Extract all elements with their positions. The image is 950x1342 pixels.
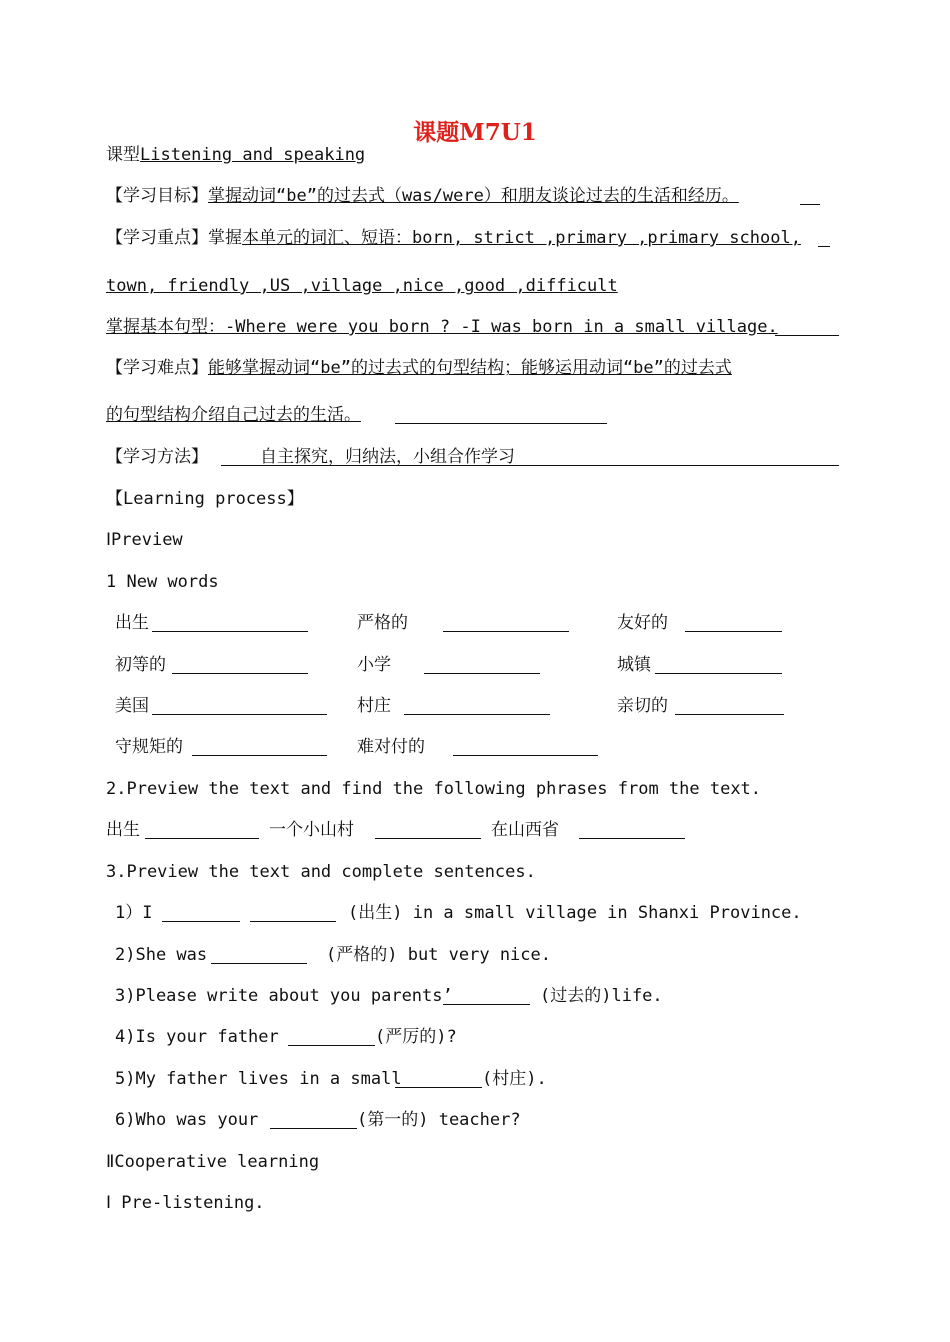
difficulty-label: 【学习难点】 <box>106 358 208 378</box>
word-blank[interactable] <box>152 631 308 632</box>
word-blank[interactable] <box>675 714 784 715</box>
sentence-2-end: (严格的) but very nice. <box>326 945 551 965</box>
sentence-blank[interactable] <box>211 963 307 964</box>
sentence-blank[interactable] <box>250 921 336 922</box>
section2-heading: 2.Preview the text and find the following phrases from the text. <box>106 779 762 799</box>
key-points-line-1 <box>106 227 801 249</box>
goal-line <box>106 185 739 207</box>
word-good: 守规矩的 <box>115 737 183 757</box>
sentence-3-end: (过去的)life. <box>540 986 663 1006</box>
pre-listening-heading: Ⅰ Pre-listening. <box>106 1193 265 1213</box>
sentence-blank[interactable] <box>443 1004 530 1005</box>
sentence-blank[interactable] <box>288 1045 375 1046</box>
preview-heading: ⅠPreview <box>106 530 183 550</box>
sentence-blank[interactable] <box>162 921 240 922</box>
phrase-small-village: 一个小山村 <box>269 820 354 840</box>
new-words-heading: 1 New words <box>106 572 219 592</box>
key-points-prefix: 掌握 <box>208 228 242 248</box>
lesson-type-line <box>106 144 365 166</box>
sentence-4-end: (严厉的)? <box>375 1027 457 1047</box>
sentence-1-start: 1）I <box>115 903 153 923</box>
word-blank[interactable] <box>424 673 540 674</box>
word-born: 出生 <box>115 613 149 633</box>
phrase-born: 出生 <box>106 820 140 840</box>
section3-heading: 3.Preview the text and complete sentences. <box>106 862 536 882</box>
goal-label: 【学习目标】 <box>106 186 208 206</box>
method-line <box>106 446 208 468</box>
sentence-3-start: 3)Please write about you parents’ <box>115 986 453 1006</box>
word-difficult: 难对付的 <box>357 737 425 757</box>
word-blank[interactable] <box>152 714 327 715</box>
word-primary-school: 小学 <box>357 655 391 675</box>
difficulty-line-2: 的句型结构介绍自己过去的生活。 <box>106 405 361 425</box>
key-points-label: 【学习重点】 <box>106 228 208 248</box>
sentence-blank[interactable] <box>270 1128 357 1129</box>
key-points-line-3-underline <box>775 335 839 336</box>
sentence-1-end: (出生) in a small village in Shanxi Province. <box>348 903 802 923</box>
page-title: 课题M7U1 <box>413 119 537 146</box>
lesson-type-label: 课型 <box>106 145 140 165</box>
word-primary: 初等的 <box>115 655 166 675</box>
sentence-5-start: 5)My father lives in a small <box>115 1069 402 1089</box>
key-points-line-3: 掌握基本句型：-Where were you born ? -I was born in a small village. <box>106 317 778 337</box>
sentence-6-end: (第一的) teacher? <box>357 1110 521 1130</box>
word-blank[interactable] <box>453 755 598 756</box>
phrase-blank[interactable] <box>579 838 685 839</box>
cooperative-heading: ⅡCooperative learning <box>106 1152 320 1172</box>
word-strict: 严格的 <box>357 613 408 633</box>
word-nice: 亲切的 <box>617 696 668 716</box>
word-blank[interactable] <box>172 673 308 674</box>
learning-process-heading: 【Learning process】 <box>106 489 304 509</box>
key-points-vocab: 本单元的词汇、短语：born, strict ,primary ,primary school, <box>242 228 801 248</box>
word-blank[interactable] <box>655 673 782 674</box>
word-blank[interactable] <box>404 714 550 715</box>
word-us: 美国 <box>115 696 149 716</box>
key-points-line-2: town, friendly ,US ,village ,nice ,good ,difficult <box>106 276 618 296</box>
difficulty-line-1 <box>106 357 732 379</box>
method-text: 自主探究，归纳法，小组合作学习 <box>260 447 515 467</box>
key-points-underline <box>818 246 830 247</box>
sentence-2-start: 2)She was <box>115 945 208 965</box>
word-village: 村庄 <box>357 696 391 716</box>
difficulty-text-1: 能够掌握动词“be”的过去式的句型结构；能够运用动词“be”的过去式 <box>208 358 732 378</box>
word-town: 城镇 <box>617 655 651 675</box>
word-friendly: 友好的 <box>617 613 668 633</box>
phrase-blank[interactable] <box>145 838 259 839</box>
sentence-4-start: 4)Is your father <box>115 1027 279 1047</box>
difficulty-underline <box>395 423 607 424</box>
method-label: 【学习方法】 <box>106 447 208 467</box>
goal-underline <box>800 204 820 205</box>
goal-text: 掌握动词“be”的过去式（was/were）和朋友谈论过去的生活和经历。 <box>208 186 739 206</box>
word-blank[interactable] <box>443 631 569 632</box>
word-blank[interactable] <box>192 755 327 756</box>
phrase-shanxi: 在山西省 <box>491 820 559 840</box>
sentence-blank[interactable] <box>395 1087 482 1088</box>
word-blank[interactable] <box>685 631 782 632</box>
lesson-type-value: Listening and speaking <box>140 145 366 165</box>
sentence-5-end: (村庄). <box>482 1069 547 1089</box>
phrase-blank[interactable] <box>375 838 481 839</box>
sentence-6-start: 6)Who was your <box>115 1110 259 1130</box>
